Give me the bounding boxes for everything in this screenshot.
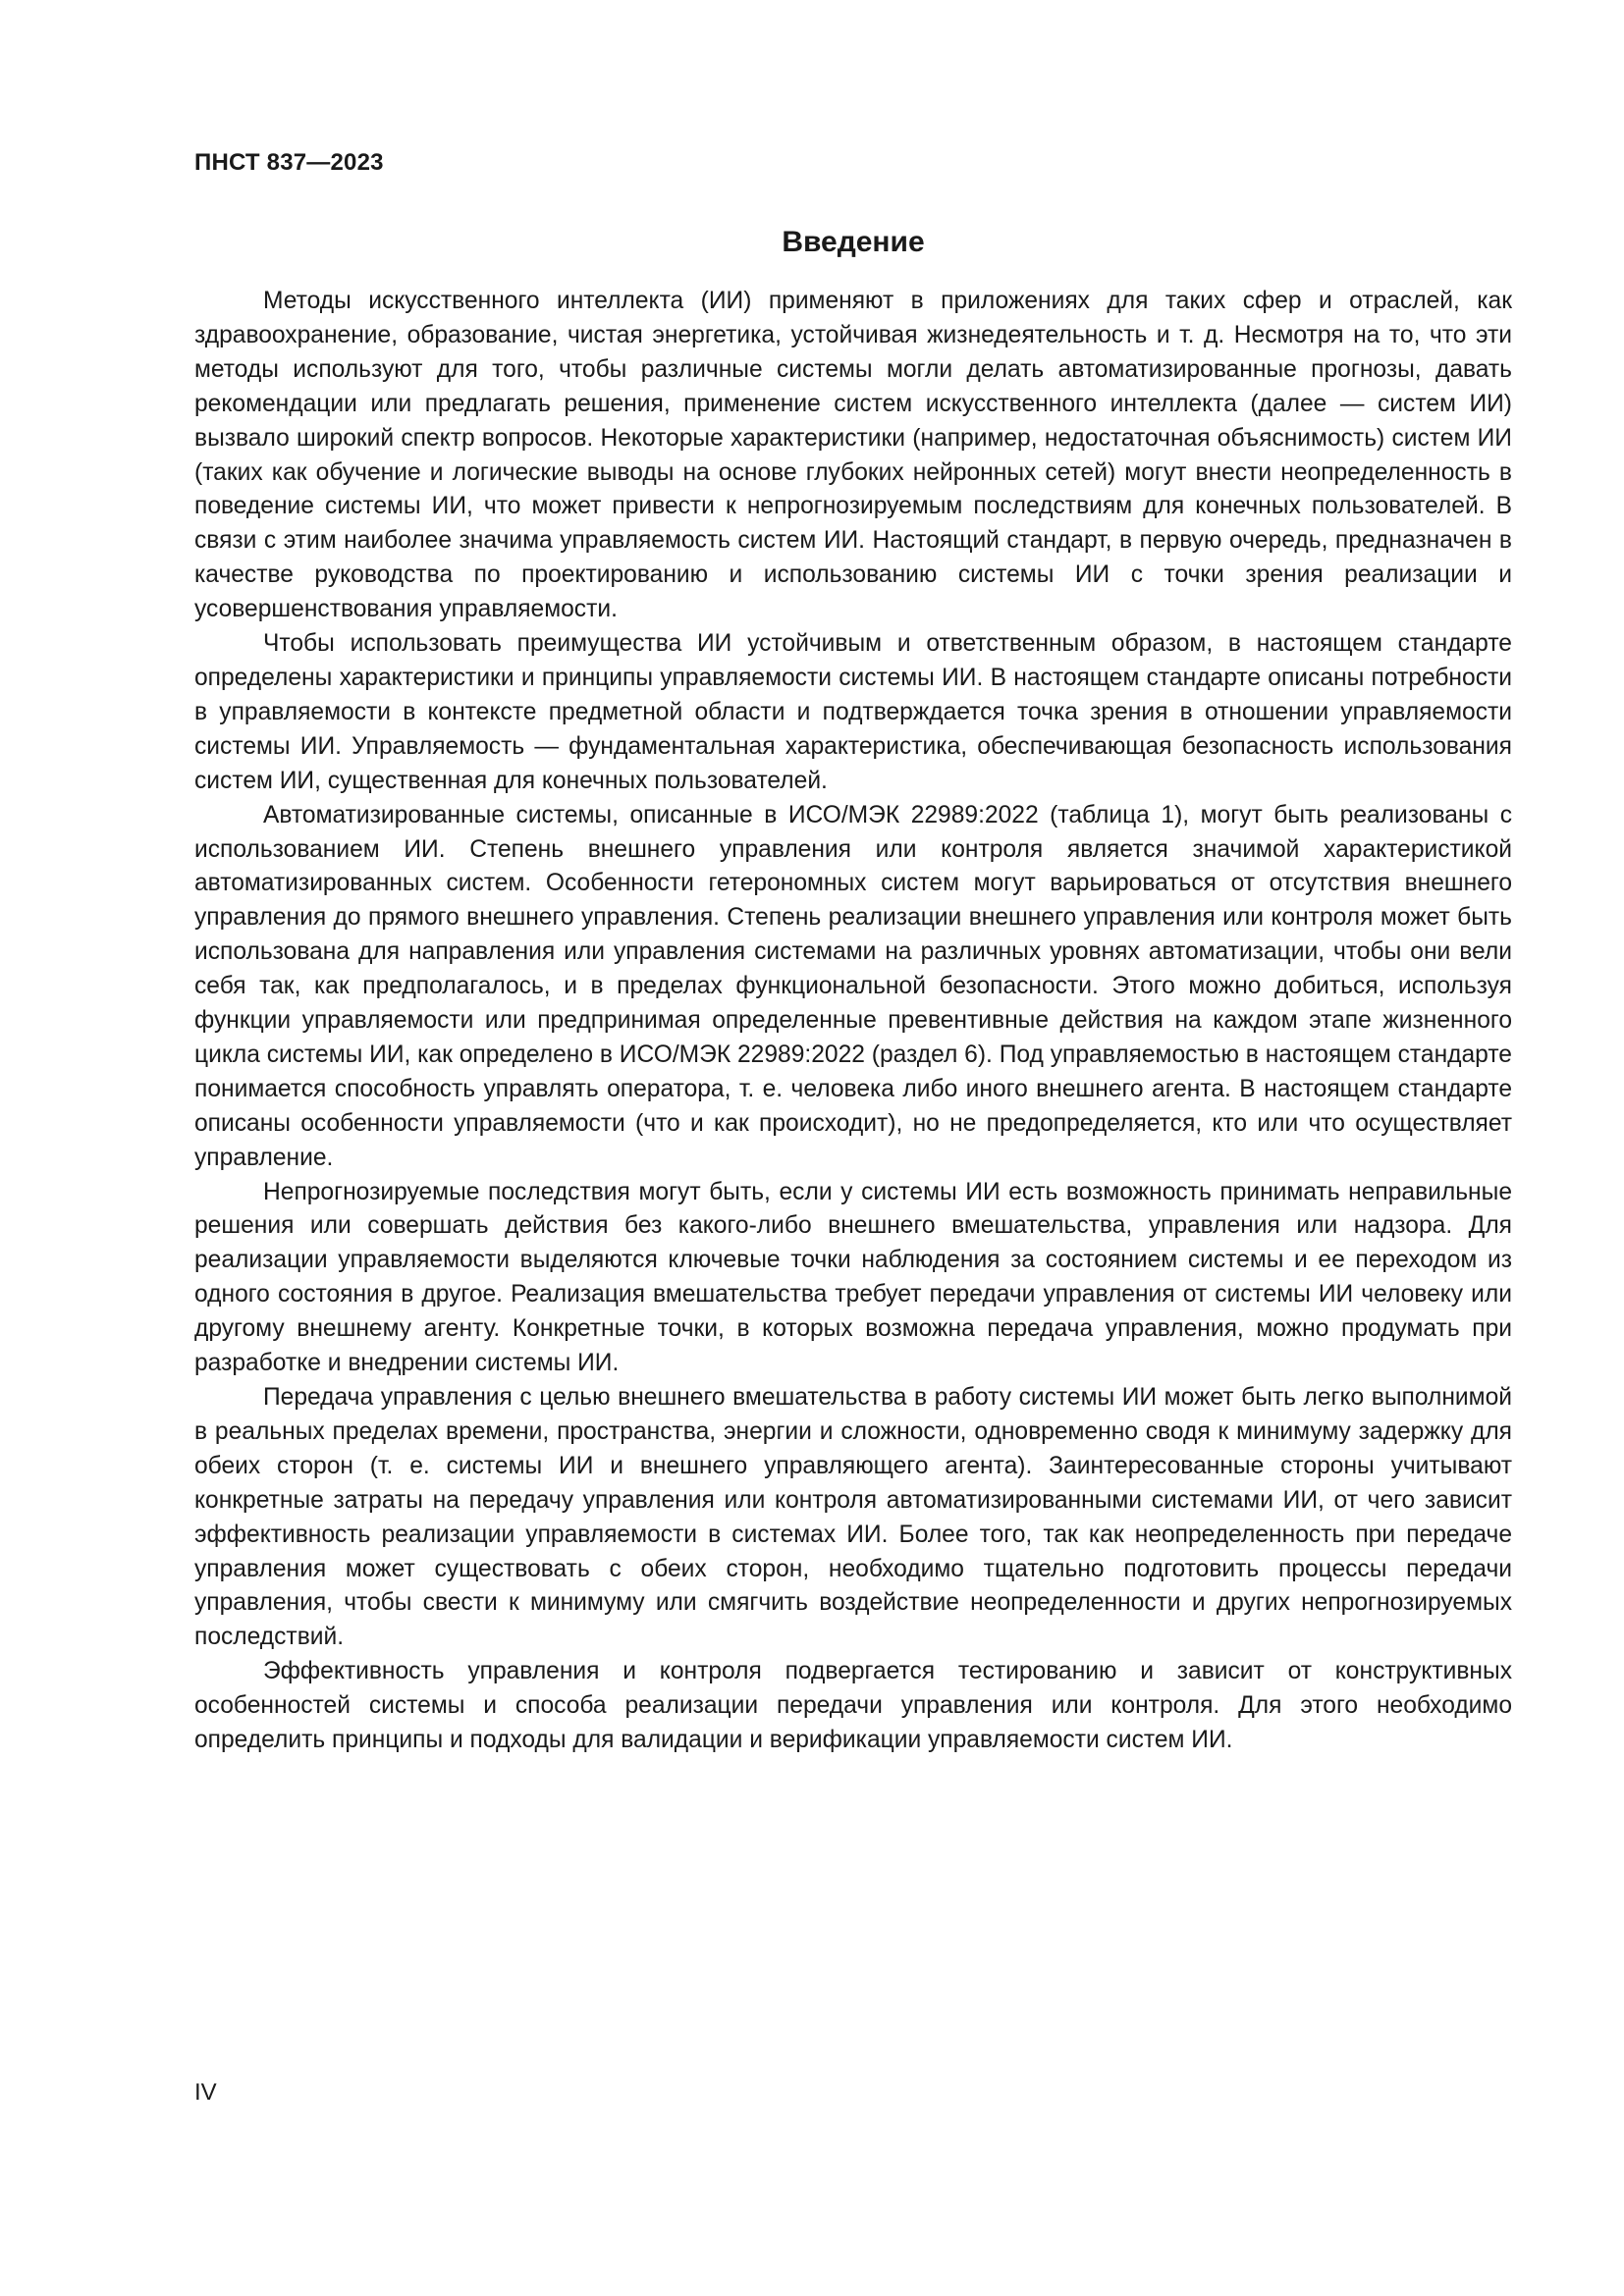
document-header: ПНСТ 837—2023 — [194, 149, 384, 176]
paragraph-4: Непрогнозируемые последствия могут быть, если у системы ИИ есть возможность принимать неправильные решения или совершать действия без какого-либо внешнего вмешательства, управления или надзора. Для реализации управляемости выделяются ключевые точки наблюдения за состоянием системы и ее переходом из одного состояния в другое. Реализация вмешательства требует передачи управления от системы ИИ человеку или другому внешнему агенту. Конкретные точки, в которых возможна передача управления, можно продумать при разработке и внедрении системы ИИ. — [194, 1178, 1512, 1377]
paragraph-1: Методы искусственного интеллекта (ИИ) применяют в приложениях для таких сфер и отраслей, как здравоохранение, образование, чистая энергетика, устойчивая жизнедеятельность и т. д. Несмотря на то, что эти методы используют для того, чтобы различные системы могли делать автоматизированные прогнозы, давать рекомендации или предлагать решения, применение систем искусственного интеллекта (далее — систем ИИ) вызвало широкий спектр вопросов. Некоторые характеристики (например, недостаточная объяснимость) систем ИИ (таких как обучение и логические выводы на основе глубоких нейронных сетей) могут внести неопределенность в поведение системы ИИ, что может привести к непрогнозируемым последствиям для конечных пользователей. В связи с этим наиболее значима управляемость систем ИИ. Настоящий стандарт, в первую очередь, предназначен в качестве руководства по проектированию и использованию системы ИИ с точки зрения реализации и усовершенствования управляемости. — [194, 288, 1512, 623]
page-number: IV — [194, 2079, 217, 2106]
paragraph-3: Автоматизированные системы, описанные в ИСО/МЭК 22989:2022 (таблица 1), могут быть реализованы с использованием ИИ. Степень внешнего управления или контроля является значимой характеристикой автоматизированных систем. Особенности гетерономных систем могут варьироваться от отсутствия внешнего управления до прямого внешнего управления. Степень реализации внешнего управления или контроля может быть использована для направления или управления системами на различных уровнях автоматизации, чтобы они вели себя так, как предполагалось, и в пределах функциональной безопасности. Этого можно добиться, используя функции управляемости или предпринимая определенные превентивные действия на каждом этапе жизненного цикла системы ИИ, как определено в ИСО/МЭК 22989:2022 (раздел 6). Под управляемостью в настоящем стандарте понимается способность управлять оператора, т. е. человека либо иного внешнего агента. В настоящем стандарте описаны особенности управляемости (что и как происходит), но не предопределяется, кто или что осуществляет управление. — [194, 801, 1512, 1171]
paragraph-6: Эффективность управления и контроля подвергается тестированию и зависит от конструктивных особенностей системы и способа реализации передачи управления или контроля. Для этого необходимо определить принципы и подходы для валидации и верификации управляемости систем ИИ. — [194, 1658, 1512, 1754]
paragraph-5: Передача управления с целью внешнего вмешательства в работу системы ИИ может быть легко выполнимой в реальных пределах времени, пространства, энергии и сложности, одновременно сводя к минимуму задержку для обеих сторон (т. е. системы ИИ и внешнего управляющего агента). Заинтересованные стороны учитывают конкретные затраты на передачу управления или контроля автоматизированными системами ИИ, от чего зависит эффективность реализации управляемости в системах ИИ. Более того, так как неопределенность при передаче управления может существовать с обеих сторон, необходимо тщательно подготовить процессы передачи управления, чтобы свести к минимуму или смягчить воздействие неопределенности и других непрогнозируемых последствий. — [194, 1384, 1512, 1651]
body-text — [194, 285, 1512, 1758]
section-title: Введение — [782, 226, 925, 258]
paragraph-2: Чтобы использовать преимущества ИИ устойчивым и ответственным образом, в настоящем стандарте определены характеристики и принципы управляемости системы ИИ. В настоящем стандарте описаны потребности в управляемости в контексте предметной области и подтверждается точка зрения в отношении управляемости системы ИИ. Управляемость — фундаментальная характеристика, обеспечивающая безопасность использования систем ИИ, существенная для конечных пользователей. — [194, 630, 1512, 794]
